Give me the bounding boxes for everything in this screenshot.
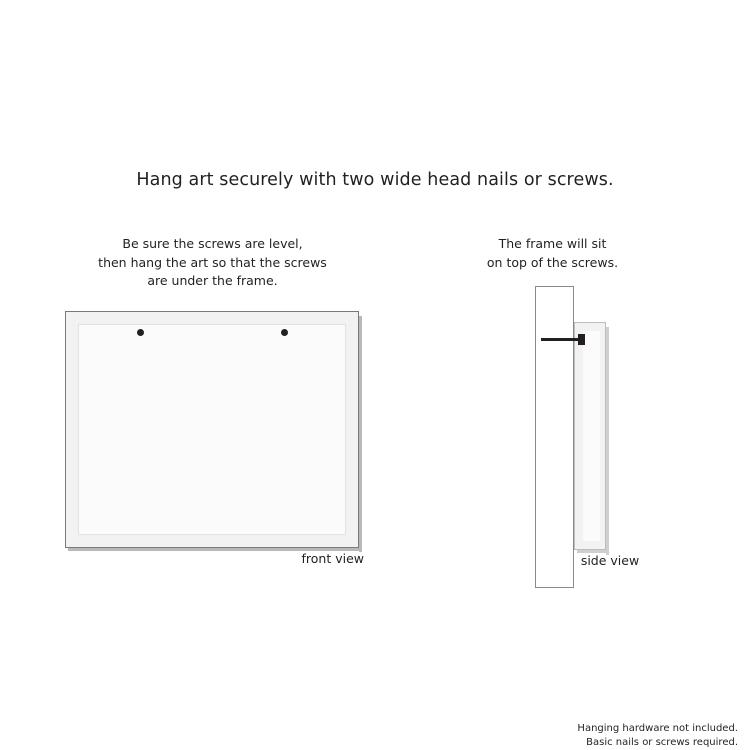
footnote <box>318 722 738 750</box>
side-view-wall <box>535 286 574 588</box>
front-frame-shadow-right <box>359 316 362 552</box>
front-view-caption <box>65 235 360 291</box>
side-view-label: side view <box>580 553 640 568</box>
side-frame-shadow-right <box>606 327 609 555</box>
front-view-frame <box>65 311 359 548</box>
front-view-label: front view <box>301 551 364 566</box>
front-view-mat <box>78 324 346 535</box>
side-view-caption-line-2: on top of the screws. <box>486 254 619 270</box>
nail-head-icon <box>578 334 585 345</box>
footnote-line-2: Basic nails or screws required. <box>586 737 738 748</box>
front-view-caption-line-1: Be sure the screws are level, <box>122 236 303 251</box>
side-view-frame <box>574 322 606 550</box>
page-title: Hang art securely with two wide head nails or screws. <box>136 170 614 190</box>
screw-head-left-icon <box>137 329 144 336</box>
footnote-line-1: Hanging hardware not included. <box>577 723 738 734</box>
screw-head-right-icon <box>281 329 288 336</box>
side-view-caption <box>455 235 650 272</box>
front-view-caption-line-2: then hang the art so that the screws <box>98 254 327 270</box>
side-view-frame-inner <box>583 331 600 541</box>
side-view-caption-line-1: The frame will sit <box>498 236 607 251</box>
front-view-caption-line-3: are under the frame. <box>147 273 278 288</box>
